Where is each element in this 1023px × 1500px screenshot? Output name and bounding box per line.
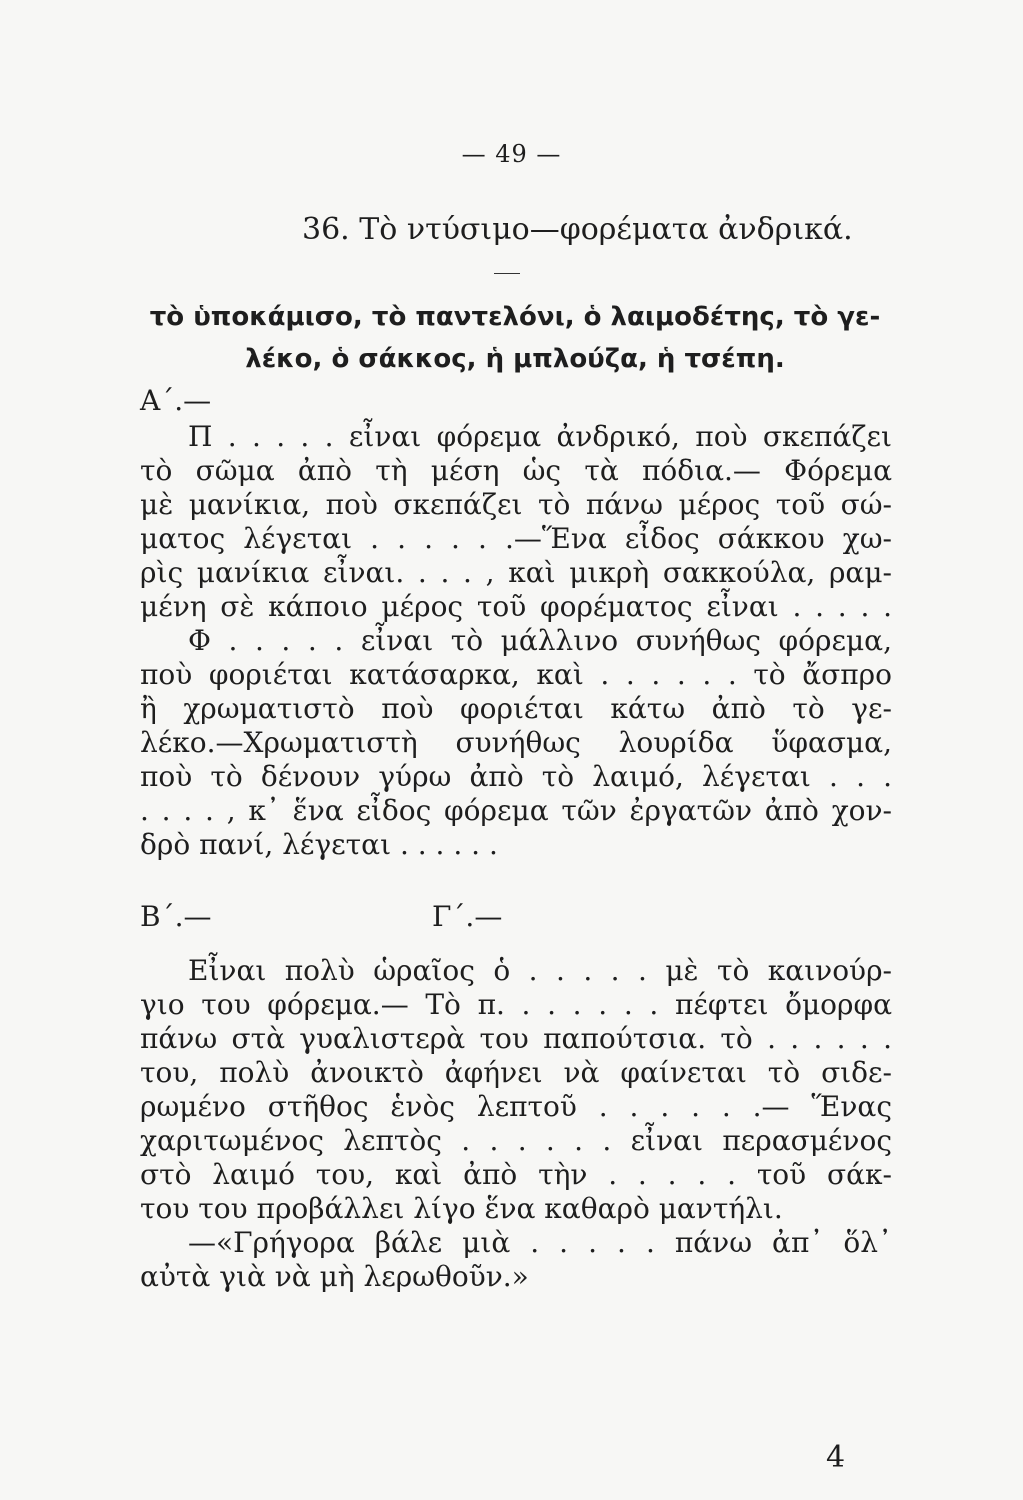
text-line: πάνω στὰ γυαλιστερὰ του παπούτσια. τὸ . . . . . .: [140, 1022, 892, 1055]
text-line: λέκο.—Χρωματιστὴ συνήθως λουρίδα ὕφασμα,: [140, 726, 892, 759]
text-line: —«Γρήγορα βάλε μιὰ . . . . . πάνω ἀπ᾽ ὅλ᾽: [188, 1226, 892, 1259]
section-a-text: [140, 420, 892, 862]
vocabulary-line: τὸ ὑποκάμισο, τὸ παντελόνι, ὁ λαιμοδέτης, τὸ γε-: [149, 302, 881, 332]
section-c-label: Γ΄.—: [432, 900, 503, 933]
text-line: ματος λέγεται . . . . . .—Ἕνα εἶδος σάκκου χω-: [140, 522, 892, 555]
text-line: Εἶναι πολὺ ὡραῖος ὁ . . . . . μὲ τὸ καινούρ-: [188, 954, 892, 987]
text-line: ἢ χρωματιστὸ ποὺ φοριέται κάτω ἀπὸ τὸ γε-: [140, 692, 892, 725]
text-line: του του προβάλλει λίγο ἕνα καθαρὸ μαντήλι.: [140, 1192, 783, 1225]
text-line: του, πολὺ ἀνοικτὸ ἀφήνει νὰ φαίνεται τὸ σιδε-: [140, 1056, 892, 1089]
text-line: μὲ μανίκια, ποὺ σκεπάζει τὸ πάνω μέρος τοῦ σώ-: [140, 488, 892, 521]
section-b-label: Β΄.—: [140, 900, 212, 933]
vocabulary-line: λέκο, ὁ σάκκος, ἡ μπλούζα, ἡ τσέπη.: [245, 344, 785, 374]
text-line: στὸ λαιμό του, καὶ ἀπὸ τὴν . . . . . τοῦ σάκ-: [140, 1158, 892, 1191]
lesson-heading: 36. Τὸ ντύσιμο—φορέματα ἀνδρικά.: [302, 212, 853, 247]
text-line: . . . . , κ᾽ ἕνα εἶδος φόρεμα τῶν ἐργατῶν ἀπὸ χον-: [140, 794, 892, 827]
text-line: αὐτὰ γιὰ νὰ μὴ λερωθοῦν.»: [140, 1260, 529, 1293]
text-line: γιο του φόρεμα.— Τὸ π. . . . . . . πέφτει ὄμορφα: [140, 988, 892, 1021]
page-number: — 49 —: [461, 140, 562, 168]
divider: [494, 273, 520, 274]
vocabulary-list: [140, 296, 890, 380]
text-line: δρὸ πανί, λέγεται . . . . . .: [140, 828, 498, 861]
text-line: ρὶς μανίκια εἶναι. . . . , καὶ μικρὴ σακκούλα, ραμ-: [140, 556, 892, 589]
signature-mark: 4: [826, 1440, 846, 1475]
text-line: χαριτωμένος λεπτὸς . . . . . . εἶναι περασμένος: [140, 1124, 892, 1157]
text-line: μένη σὲ κάποιο μέρος τοῦ φορέματος εἶναι . . . . .: [140, 590, 892, 623]
text-line: Π . . . . . εἶναι φόρεμα ἀνδρικό, ποὺ σκεπάζει: [188, 420, 892, 453]
section-c-text: [140, 954, 892, 1294]
text-line: ρωμένο στῆθος ἑνὸς λεπτοῦ . . . . . .— Ἕνας: [140, 1090, 892, 1123]
text-line: τὸ σῶμα ἀπὸ τὴ μέση ὡς τὰ πόδια.— Φόρεμα: [140, 454, 892, 487]
section-a-label: Α΄.—: [140, 384, 212, 417]
text-line: ποὺ φοριέται κατάσαρκα, καὶ . . . . . . τὸ ἄσπρο: [140, 658, 892, 691]
text-line: ποὺ τὸ δένουν γύρω ἀπὸ τὸ λαιμό, λέγεται . . .: [140, 760, 892, 793]
text-line: Φ . . . . . εἶναι τὸ μάλλινο συνήθως φόρεμα,: [188, 624, 892, 657]
